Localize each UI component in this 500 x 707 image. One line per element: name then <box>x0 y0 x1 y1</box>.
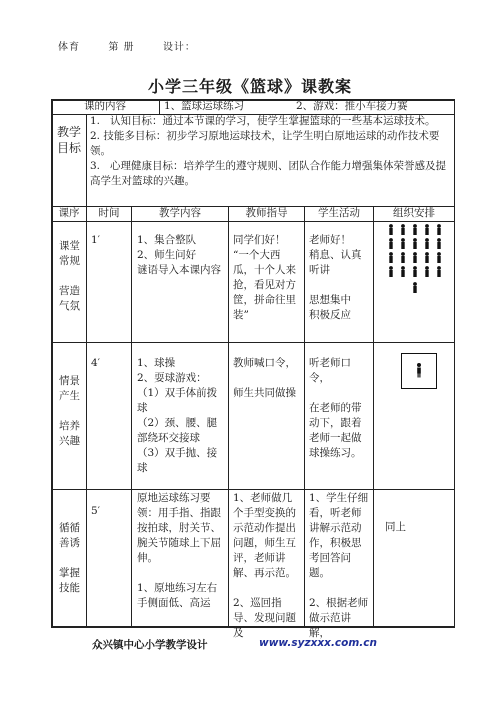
header-subject: 体育 <box>58 42 80 53</box>
person-icon <box>425 224 429 235</box>
row1-teacher: 同学们好！ “一个大西瓜，十个人来抢，看见对方筐，拼命往里装” <box>233 234 296 321</box>
col-header-order: 课序 <box>58 207 80 219</box>
row2-content: 1、球操 2、耍球游戏： （1）双手体前拨球 （2）颈、腰、腿部绕环交接球 （3）双手抛、接球 <box>137 357 218 474</box>
col-header-time: 时间 <box>98 207 120 219</box>
teacher-figure-icon <box>402 354 436 388</box>
person-icon <box>425 266 429 277</box>
person-icon <box>437 252 441 263</box>
person-icon <box>401 252 405 263</box>
row1-content: 1、集合整队 2、师生问好 谜语导入本课内容 <box>137 234 221 276</box>
person-icon <box>425 252 429 263</box>
header-volume: 第 册 <box>108 42 135 53</box>
col-header-content: 教学内容 <box>159 207 201 219</box>
row3-phase: 循循 善诱 掌握 技能 <box>59 522 80 594</box>
person-icon <box>401 238 405 249</box>
row1-phase: 课堂 常规 营造 气氛 <box>59 240 80 312</box>
col-header-teacher: 教师指导 <box>245 207 288 219</box>
footer-school: 众兴镇中心小学教学设计 <box>92 639 208 651</box>
person-icon <box>413 224 417 235</box>
person-icon <box>437 238 441 249</box>
lesson-content-1: 1、篮球运球练习 <box>164 100 245 112</box>
person-icon <box>389 224 393 235</box>
row2-teacher: 教师喊口令， 师生共同做操 <box>233 357 296 399</box>
field-square <box>401 353 437 389</box>
person-icon <box>413 282 417 293</box>
lesson-plan-table <box>51 99 455 639</box>
lesson-content-2: 2、游戏：推小车接力赛 <box>296 100 408 112</box>
row3-organize: 同上 <box>385 521 406 533</box>
row1-student: 老师好！ 稍息、认真听讲 思想集中 积极反应 <box>309 234 362 321</box>
col-header-student: 学生活动 <box>318 207 360 219</box>
person-icon <box>413 266 417 277</box>
person-icon <box>401 266 405 277</box>
document-title: 小学三年级《篮球》课教案 <box>147 77 352 96</box>
goal-item: 3. 心理健康目标：培养学生的遵守规则、团队合作能力增强集体荣誉感及提高学生对篮球的兴趣。 <box>90 160 447 187</box>
row2-time: 4′ <box>91 357 101 369</box>
person-icon <box>413 252 417 263</box>
footer-url: www.syzxxx.com.cn <box>259 637 377 649</box>
row3-content: 原地运球练习要领：用手指、指跟按拍球，肘关节、腕关节随球上下屈伸。 1、原地练习左右手侧面低、高运 <box>137 492 221 609</box>
page-header <box>58 38 196 53</box>
header-designer: 设计： <box>162 42 196 53</box>
person-icon <box>425 238 429 249</box>
person-icon <box>389 238 393 249</box>
person-icon <box>413 238 417 249</box>
row2-phase: 情景 产生 培养 兴趣 <box>59 375 80 447</box>
goals-label: 教学目标 <box>57 125 82 155</box>
col-header-organize: 组织安排 <box>393 207 435 219</box>
person-icon <box>437 224 441 235</box>
row3-student: 1、学生仔细看，听老师讲解示范动作，积极思考回答问题。 2、根据老师做示范讲解， <box>309 492 369 639</box>
row2-student: 听老师口令， 在老师的带动下，跟着老师一起做球操练习。 <box>309 357 362 459</box>
person-icon <box>437 266 441 277</box>
goals-list <box>90 114 450 205</box>
person-icon <box>389 252 393 263</box>
row1-time: 1′ <box>91 234 101 246</box>
person-icon <box>389 266 393 277</box>
goal-item: 1. 认知目标：通过本节课的学习，使学生掌握篮球的一些基本运球技术。 <box>90 115 436 127</box>
lesson-content-label: 课的内容 <box>84 100 126 112</box>
row3-teacher: 1、老师做几个手型变换的示范动作提出问题，师生互评，老师讲解、再示范。 2、巡回指导、发现问题及 <box>233 492 296 639</box>
goal-item: 2. 技能多目标：初步学习原地运球技术，让学生明白原地运球的动作技术要领。 <box>90 130 440 157</box>
row3-time: 5′ <box>91 505 101 517</box>
formation-diagram <box>385 220 445 296</box>
person-icon <box>401 224 405 235</box>
